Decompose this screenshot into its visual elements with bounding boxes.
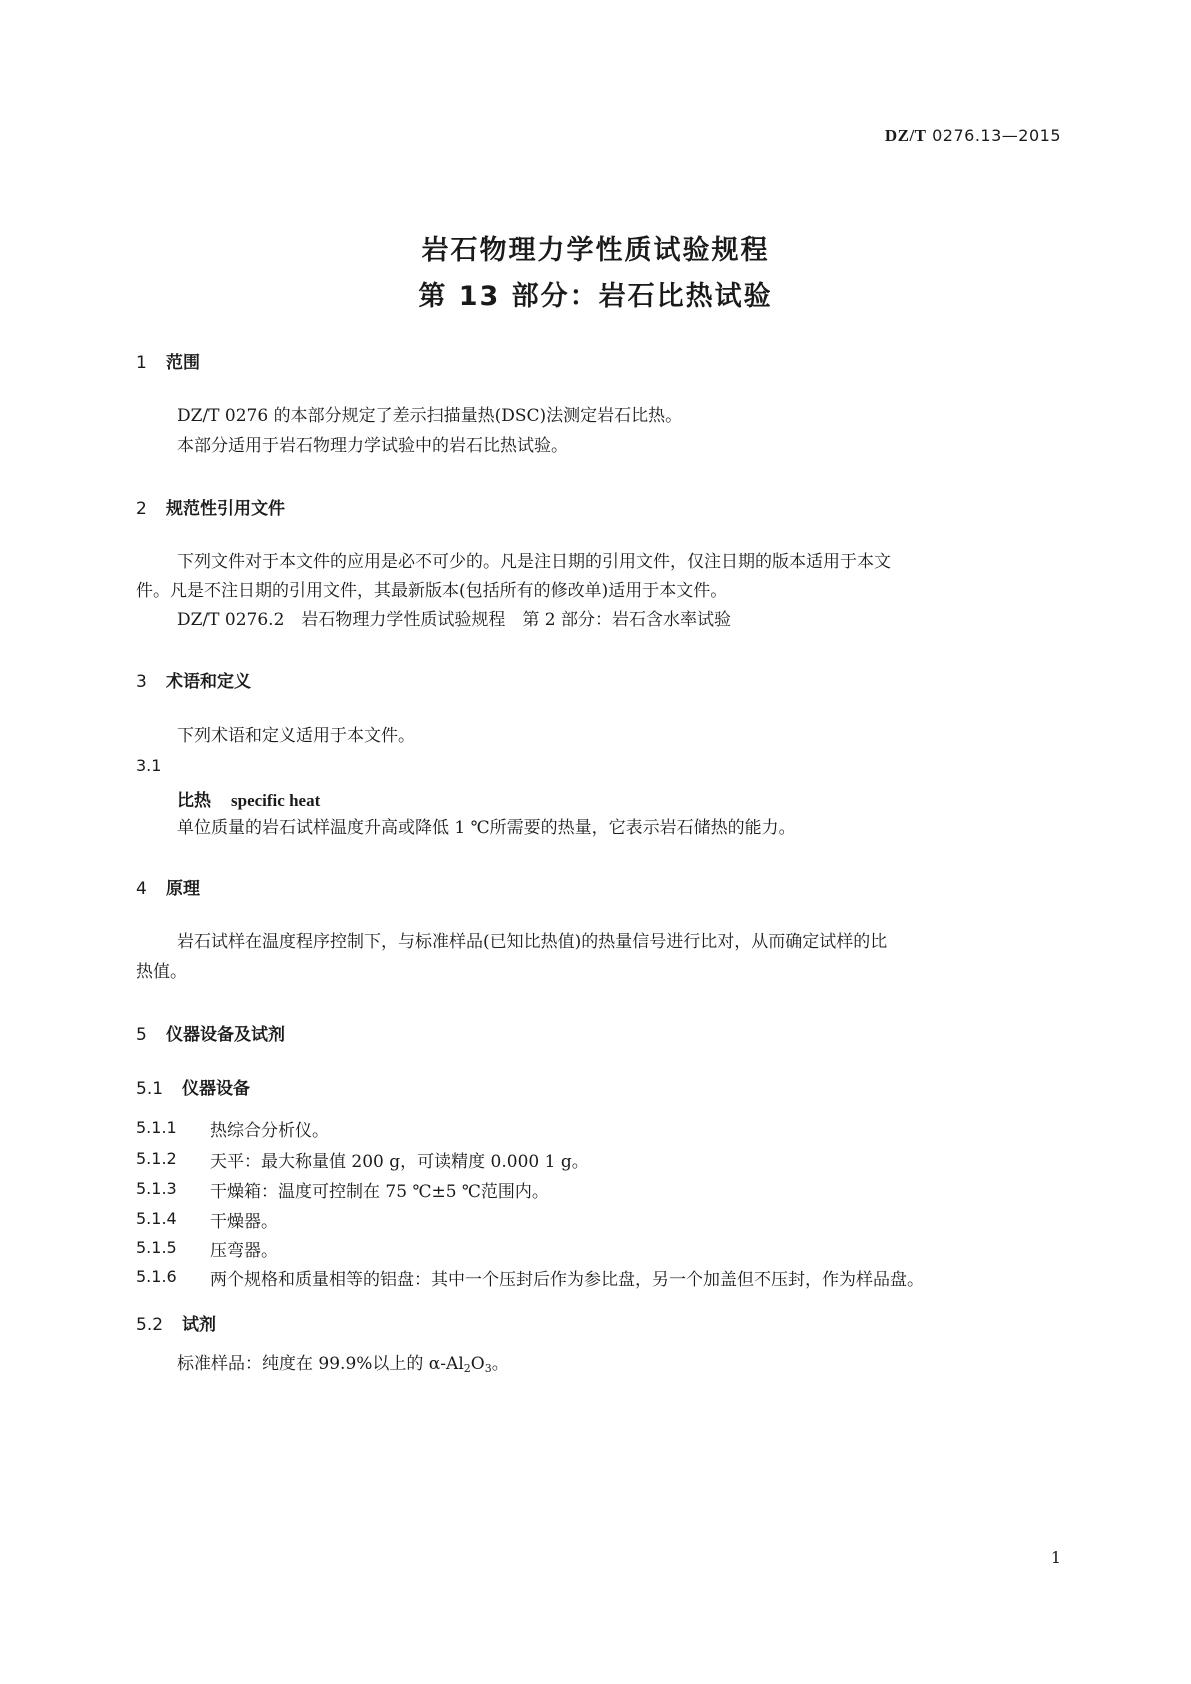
paragraph: 下列术语和定义适用于本文件。	[177, 726, 415, 746]
item-text: 干燥器。	[210, 1212, 278, 1232]
reagent-line	[177, 1352, 509, 1381]
item-text: 热综合分析仪。	[210, 1121, 329, 1141]
item-text: 压弯器。	[210, 1241, 278, 1261]
paragraph: 岩石试样在温度程序控制下，与标准样品(已知比热值)的热量信号进行比对，从而确定试样的比	[177, 932, 888, 952]
subsection-title: 试剂	[182, 1315, 216, 1335]
section-number: 5	[136, 1025, 147, 1045]
paragraph: 热值。	[136, 962, 187, 982]
term-chinese: 比热	[177, 791, 211, 811]
item-number: 5.1.4	[136, 1209, 177, 1228]
standard-code	[885, 126, 1061, 146]
item-text: 干燥箱：温度可控制在 75 ℃±5 ℃范围内。	[210, 1182, 549, 1202]
section-number: 3	[136, 672, 147, 692]
item-number: 5.1.5	[136, 1238, 177, 1257]
standard-number: 0276.13—2015	[932, 126, 1061, 145]
paragraph: 本部分适用于岩石物理力学试验中的岩石比热试验。	[177, 436, 568, 456]
item-number: 5.1.2	[136, 1149, 177, 1168]
reagent-text: 。	[491, 1354, 509, 1374]
subscript: 2	[463, 1362, 471, 1375]
section-2-heading	[136, 494, 285, 519]
subscript: 3	[484, 1362, 492, 1375]
paragraph: 下列文件对于本文件的应用是必不可少的。凡是注日期的引用文件，仅注日期的版本适用于本文	[177, 552, 891, 572]
item-text: 天平：最大称量值 200 g，可读精度 0.000 1 g。	[210, 1152, 589, 1172]
section-1-heading	[136, 348, 200, 373]
reagent-text: 标准样品：纯度在 99.9%以上的 α-Al	[177, 1354, 464, 1374]
section-number: 1	[136, 353, 147, 373]
section-number: 2	[136, 499, 147, 519]
section-title: 范围	[166, 353, 200, 373]
item-number: 5.1.3	[136, 1179, 177, 1198]
subsection-number: 3.1	[136, 756, 162, 775]
section-4-heading	[136, 874, 200, 899]
section-number: 4	[136, 879, 147, 899]
term-entry	[177, 786, 320, 811]
section-title: 仪器设备及试剂	[166, 1025, 285, 1045]
document-title: 岩石物理力学性质试验规程	[421, 235, 770, 266]
reference-item: DZ/T 0276.2 岩石物理力学性质试验规程 第 2 部分：岩石含水率试验	[177, 610, 732, 630]
subsection-5-1-heading	[136, 1074, 250, 1099]
section-title: 规范性引用文件	[166, 499, 285, 519]
document-subtitle: 第 13 部分：岩石比热试验	[418, 281, 773, 312]
paragraph: 件。凡是不注日期的引用文件，其最新版本(包括所有的修改单)适用于本文件。	[136, 581, 728, 601]
section-5-heading	[136, 1020, 285, 1045]
section-title: 原理	[166, 879, 200, 899]
subsection-number: 5.1	[136, 1079, 164, 1099]
subsection-title: 仪器设备	[182, 1079, 250, 1099]
term-english: specific heat	[231, 791, 321, 810]
term-definition: 单位质量的岩石试样温度升高或降低 1 ℃所需要的热量，它表示岩石储热的能力。	[177, 818, 796, 838]
item-number: 5.1.1	[136, 1118, 177, 1137]
standard-prefix: DZ/T	[884, 126, 927, 145]
subsection-5-2-heading	[136, 1310, 216, 1335]
item-number: 5.1.6	[136, 1267, 177, 1286]
subsection-number: 5.2	[136, 1315, 164, 1335]
section-3-heading	[136, 667, 251, 692]
page-number: 1	[1050, 1548, 1061, 1567]
section-title: 术语和定义	[166, 672, 251, 692]
reagent-text: O	[470, 1354, 485, 1374]
item-text: 两个规格和质量相等的铝盘：其中一个压封后作为参比盘，另一个加盖但不压封，作为样品盘。	[210, 1270, 924, 1290]
paragraph: DZ/T 0276 的本部分规定了差示扫描量热(DSC)法测定岩石比热。	[177, 406, 683, 426]
